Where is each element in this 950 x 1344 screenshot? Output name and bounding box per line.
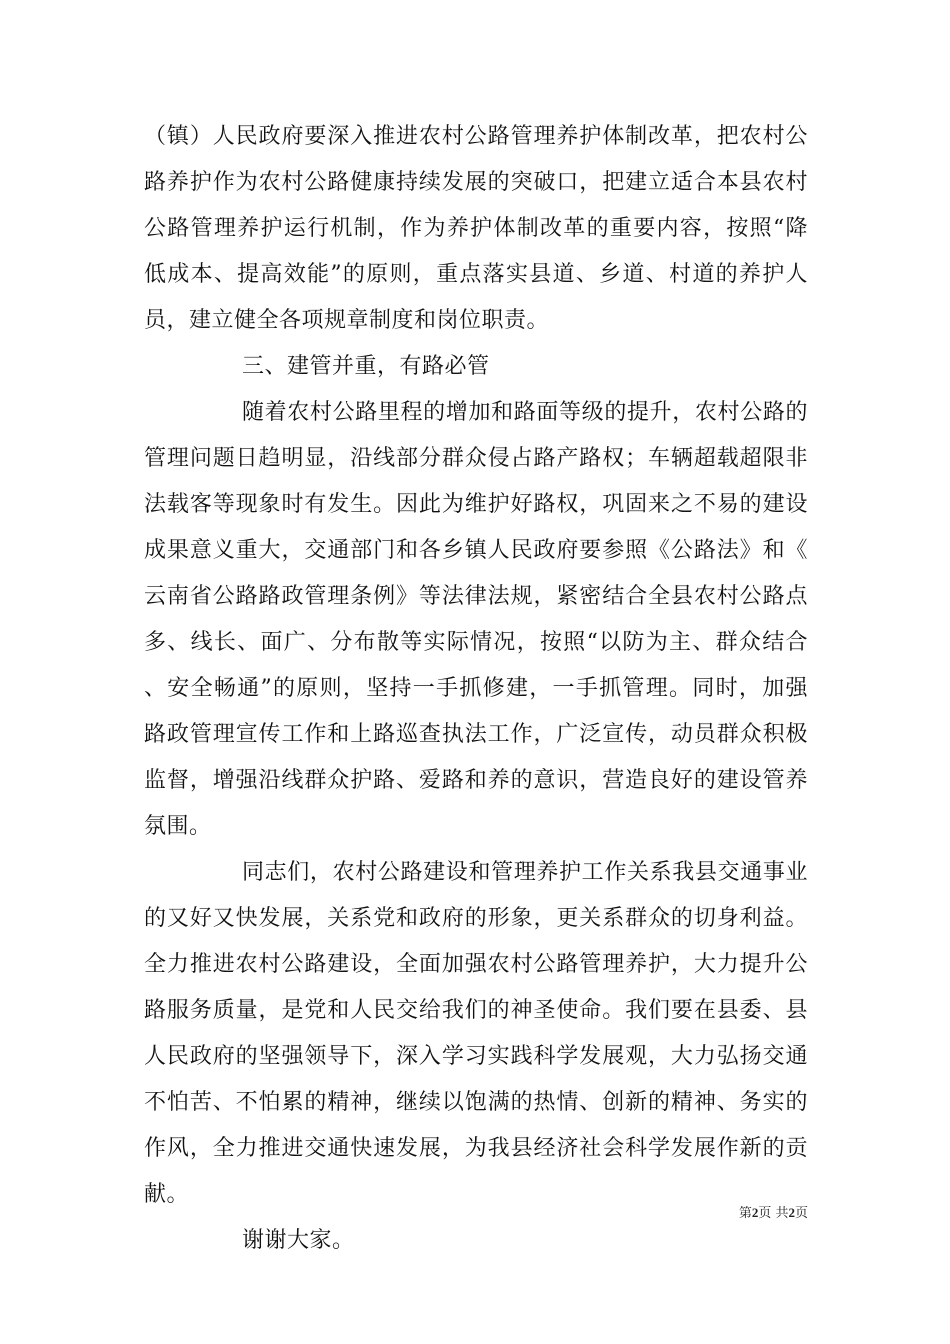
paragraph-thanks: 谢谢大家。 <box>242 1228 355 1253</box>
footer-prefix: 第 <box>738 1206 752 1221</box>
paragraph-closing-remarks: 同志们，农村公路建设和管理养护工作关系我县交通事业的又好又快发展，关系党和政府的形象，更关系群众的切身利益。全力推进农村公路建设，全面加强农村公路管理养护，大力提升公路服务质量，是党和人民交给我们的神圣使命。我们要在县委、县人民政府的坚强领导下，深入学习实践科学发展观，大力弘扬交通不怕苦、不怕累的精神，继续以饱满的热情、创新的精神、务实的作风，全力推进交通快速发展，为我县经济社会科学发展作新的贡献。 <box>144 860 808 1207</box>
paragraph-continuation: （镇）人民政府要深入推进农村公路管理养护体制改革，把农村公路养护作为农村公路健康持续发展的突破口，把建立适合本县农村公路管理养护运行机制，作为养护体制改革的重要内容，按照“降低成本、提高效能”的原则，重点落实县道、乡道、村道的养护人员，建立健全各项规章制度和岗位职责。 <box>144 124 808 333</box>
paragraph-road-management: 随着农村公路里程的增加和路面等级的提升，农村公路的管理问题日趋明显，沿线部分群众侵占路产路权；车辆超载超限非法载客等现象时有发生。因此为维护好路权，巩固来之不易的建设成果意义重大，交通部门和各乡镇人民政府要参照《公路法》和《云南省公路路政管理条例》等法律法规，紧密结合全县农村公路点多、线长、面广、分布散等实际情况，按照“以防为主、群众结合、安全畅通”的原则，坚持一手抓修建，一手抓管理。同时，加强路政管理宣传工作和上路巡查执法工作，广泛宣传，动员群众积极监督，增强沿线群众护路、爱路和养的意识，营造良好的建设管养氛围。 <box>144 400 808 839</box>
current-page-number: 2 <box>751 1205 759 1220</box>
total-pages-number: 2 <box>788 1205 795 1220</box>
document-body <box>144 114 808 1264</box>
footer-middle: 页 共 <box>758 1206 789 1221</box>
page-number-footer <box>700 1204 808 1223</box>
footer-suffix: 页 <box>794 1206 808 1221</box>
section-heading: 三、建管并重，有路必管 <box>242 354 490 379</box>
